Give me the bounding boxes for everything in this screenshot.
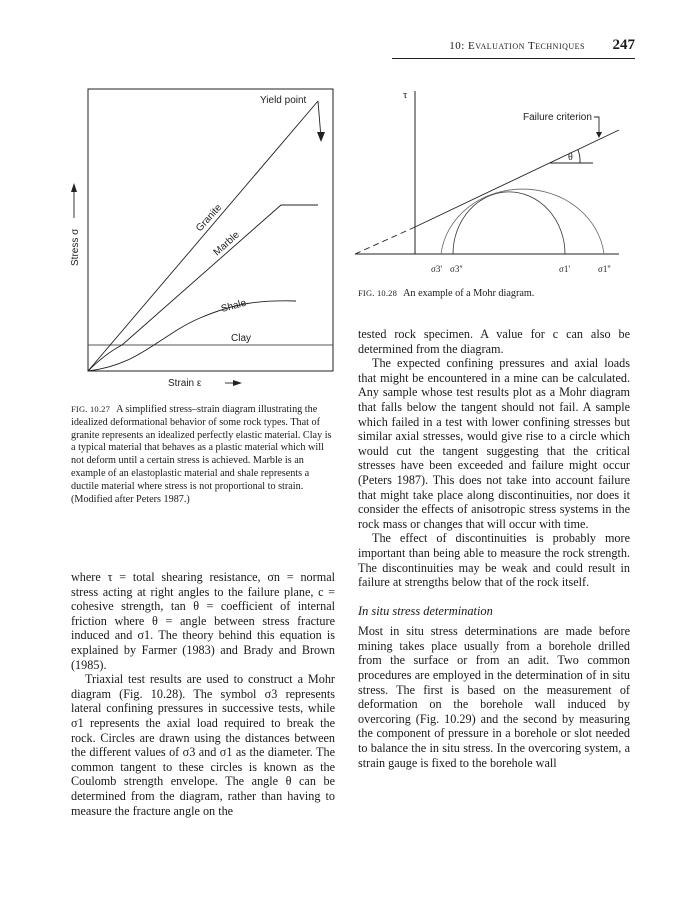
- failure-criterion-label: Failure criterion: [523, 112, 592, 123]
- sigma1-double-prime-label: σ1'': [598, 264, 611, 274]
- figure-label: FIG. 10.28: [358, 288, 398, 298]
- y-arrowhead-icon: [71, 183, 77, 192]
- paragraph: where τ = total shearing resistance, σn = normal stress acting at right angles to the failure plane, c = cohesive strength, tan θ = coefficient of internal friction where θ = angle between stress fracture induced and σ1. The theory behind this equation is explained by Farmer (1983) and Brady and Brown (1985).: [71, 570, 335, 672]
- running-head: [392, 38, 635, 59]
- paragraph: The expected confining pressures and axial loads that might be encountered in a mine can be calculated. Any sample whose test results plot as a Mohr diagram that falls below the tangent should not fail. A sample which failed in a test with lower confining stresses but similar axial stresses, would give rise to a circle which would cut the tangent suggesting that the critical stresses have been exceeded and failure might occur (Peters 1987). This does not take into account failure that might take place along discontinuities, nor does it consider the effects of anisotropic stress systems in the rock mass or changes that will occur with time.: [358, 356, 630, 531]
- x-arrowhead-icon: [233, 380, 242, 386]
- page-number: 247: [612, 37, 635, 53]
- sigma3-double-prime-label: σ3'': [450, 264, 463, 274]
- yield-arrowhead-icon: [317, 132, 325, 142]
- plot-frame: [88, 89, 333, 371]
- envelope-extension: [355, 227, 415, 254]
- left-column: [71, 570, 335, 818]
- granite-label: Granite: [194, 202, 225, 235]
- yield-point-label: Yield point: [260, 95, 307, 106]
- figure-10-28-caption: [358, 287, 628, 301]
- theta-label: θ: [568, 152, 573, 163]
- paragraph: The effect of discontinuities is probably more important than being able to measure the rock strength. The discontinuities may be weak and could result in failure at strengths below that of the rock itself.: [358, 531, 630, 590]
- x-axis-label: Strain ε: [168, 378, 202, 389]
- caption-text: An example of a Mohr diagram.: [403, 288, 535, 299]
- granite-line: [88, 101, 318, 371]
- sigma1-prime-label: σ1': [559, 264, 570, 274]
- clay-label: Clay: [231, 333, 252, 344]
- mohr-diagram: [345, 80, 635, 280]
- caption-text: A simplified stress–strain diagram illustrating the idealized deformational behavior of some rock types. That of granite represents an idealized perfectly elastic material. Clay is a typical material that behaves as a plastic material which will not deform until a certain stress is achieved. Marble is an example of an elastoplastic material and shale represents a ductile material where stress is not proportional to strain. (Modified after Peters 1987.): [71, 404, 332, 505]
- sigma3-prime-label: σ3': [431, 264, 442, 274]
- paragraph: tested rock specimen. A value for c can also be determined from the diagram.: [358, 327, 630, 356]
- tau-label: τ: [403, 89, 408, 101]
- mohr-circle-2: [441, 189, 604, 254]
- figure-label: FIG. 10.27: [71, 404, 111, 414]
- failure-arrowhead-icon: [596, 132, 602, 138]
- paragraph: Most in situ stress determinations are made before mining takes place usually from a borehole drilled from the surface or from an adit. Two common procedures are employed in the determination of in situ stress. The first is based on the measurement of deformation on the borehole wall induced by overcoring (Fig. 10.29) and the second by measuring the component of pressure in a borehole or slot needed to balance the in situ stress. In the overcoring system, a strain gauge is fixed to the borehole wall: [358, 624, 630, 770]
- right-column: [358, 327, 630, 770]
- section-heading: In situ stress determination: [358, 603, 493, 618]
- failure-envelope: [415, 130, 619, 227]
- marble-label: Marble: [211, 229, 242, 259]
- theta-arc: [578, 150, 580, 163]
- paragraph: Triaxial test results are used to construct a Mohr diagram (Fig. 10.28). The symbol σ3 represents lateral confining pressures in successive tests, while σ1 represents the axial load required to break the rock. Circles are drawn using the distances between the different values of σ3 and σ1 as the diameter. The common tangent to these circles is known as the Coulomb strength envelope. The angle θ can be determined from the diagram, rather than having to measure the fracture angle on the: [71, 672, 335, 818]
- shale-label: Shale: [219, 297, 248, 315]
- stress-strain-diagram: [60, 80, 340, 400]
- section-title: 10: Evaluation Techniques: [449, 40, 585, 52]
- y-axis-label: Stress σ: [70, 228, 81, 266]
- shale-curve: [88, 301, 296, 371]
- figure-10-27-caption: [71, 403, 336, 506]
